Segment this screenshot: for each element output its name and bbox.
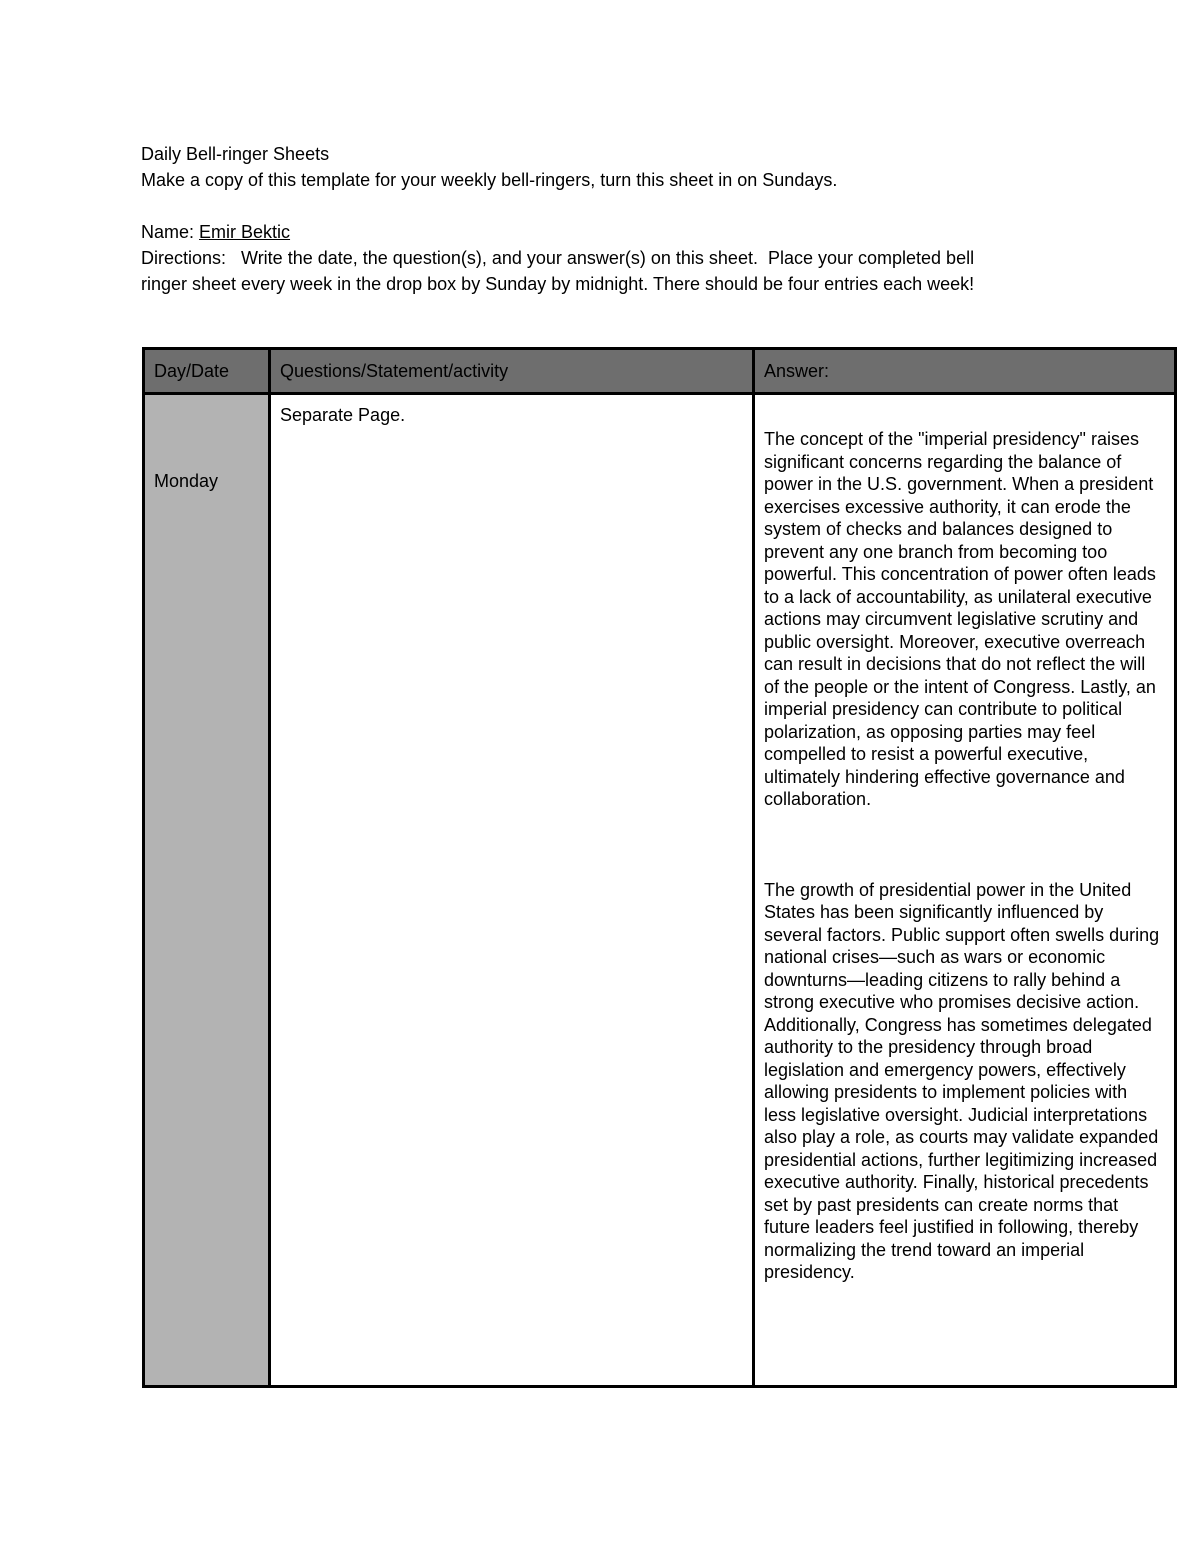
spacer xyxy=(141,193,1081,219)
header-question: Questions/Statement/activity xyxy=(270,349,754,394)
question-cell xyxy=(270,394,754,1387)
day-cell xyxy=(144,394,270,1387)
bell-ringer-table xyxy=(142,347,1177,1388)
question-text: Separate Page. xyxy=(280,405,406,425)
answer-paragraph-2: The growth of presidential power in the United States has been significantly influenced by several factors. Public support often swells during national crises—such as wars or economic downturns—leading citizens to rally behind a strong executive who promises decisive action. Additionally, Congress has sometimes delegated authority to the presidency through broad legislation and emergency powers, effectively allowing presidents to implement policies with less legislative oversight. Judicial interpretations also play a role, as courts may validate expanded presidential actions, further legitimizing increased executive authority. Finally, historical precedents set by past presidents can create norms that future leaders feel justified in following, thereby normalizing the trend toward an imperial presidency. xyxy=(764,879,1160,1282)
directions-line-1: Directions: Write the date, the question(s), and your answer(s) on this sheet. Place your completed bell xyxy=(141,248,975,268)
answer-content xyxy=(755,395,1174,1284)
table-row xyxy=(144,394,1176,1387)
name-label: Name: xyxy=(141,222,200,242)
document-title: Daily Bell-ringer Sheets xyxy=(141,144,330,164)
header-answer: Answer: xyxy=(754,349,1176,394)
header-day-date: Day/Date xyxy=(144,349,270,394)
student-name: Emir Bektic xyxy=(199,222,291,242)
document-header xyxy=(141,141,1081,297)
answer-paragraph-1: The concept of the "imperial presidency" raises significant concerns regarding the balance of power in the U.S. government. When a president exercises excessive authority, it can erode the system of checks and balances designed to prevent any one branch from becoming too powerful. This concentration of power often leads to a lack of accountability, as unilateral executive actions may circumvent legislative scrutiny and public oversight. Moreover, executive overreach can result in decisions that do not reflect the will of the people or the intent of Congress. Lastly, an imperial presidency can contribute to political polarization, as opposing parties may feel compelled to resist a powerful executive, ultimately hindering effective governance and collaboration. xyxy=(764,429,1156,809)
day-label: Monday xyxy=(154,471,219,491)
document-instruction: Make a copy of this template for your weekly bell-ringers, turn this sheet in on Sundays. xyxy=(141,170,838,190)
name-line xyxy=(141,219,1081,245)
directions-line-2: ringer sheet every week in the drop box by Sunday by midnight. There should be four entries each week! xyxy=(141,274,975,294)
table-header-row xyxy=(144,349,1176,394)
answer-cell xyxy=(754,394,1176,1387)
